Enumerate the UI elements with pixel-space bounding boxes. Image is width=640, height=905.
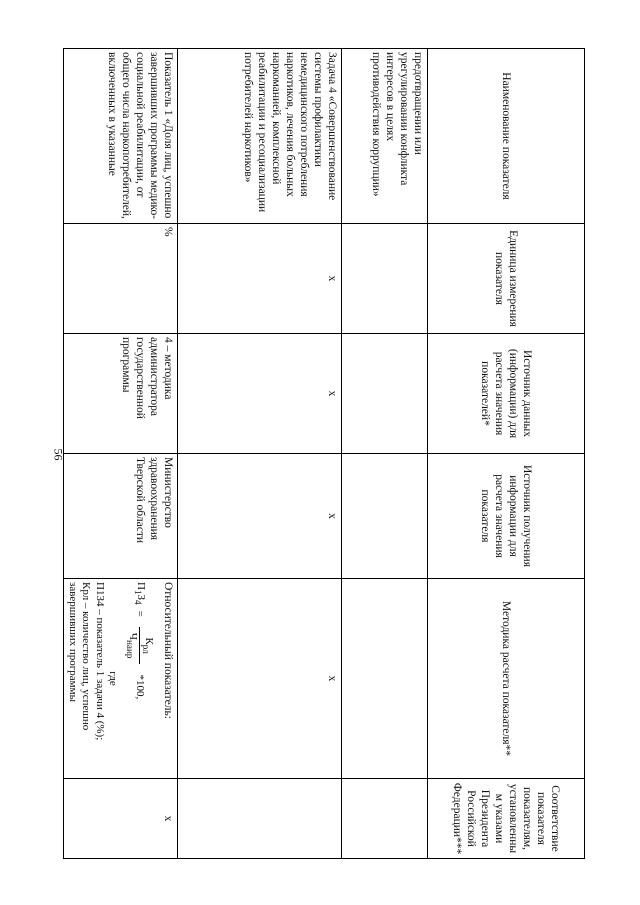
- document-sheet: [67, 48, 585, 858]
- formula-multiplier: *100,: [133, 674, 146, 700]
- header-method: Методика расчета показателя**: [428, 579, 585, 779]
- formula: [66, 582, 155, 775]
- table-row: [342, 49, 428, 859]
- method-label: Относительный показатель:: [162, 582, 174, 719]
- rotated-table-container: [67, 48, 585, 858]
- header-compliance: Соответствие показателя показателям, установленным указами Президента Российской Федерации***: [428, 779, 585, 859]
- cell-compliance: [342, 779, 428, 859]
- cell-unit: %: [63, 224, 177, 334]
- header-name: Наименование показателя: [428, 49, 585, 224]
- cell-compliance: х: [63, 779, 177, 859]
- cell-unit: [342, 224, 428, 334]
- formula-lhs: [131, 582, 146, 605]
- formula-denominator: [123, 623, 138, 669]
- cell-info-source: х: [178, 454, 342, 579]
- table-header-row: [428, 49, 585, 859]
- formula-lhs-symbol: П: [134, 582, 147, 590]
- cell-info-source: Министерство здравоохранения Тверской области: [63, 454, 177, 579]
- cell-data-source: [342, 334, 428, 454]
- formula-where: где: [107, 671, 120, 686]
- formula-lhs-mid: З: [134, 594, 147, 601]
- cell-method: [342, 579, 428, 779]
- formula-definition-1: П1З4 – показатель 1 задачи 4 (%);: [93, 582, 106, 741]
- formula-lhs-sub2: 4: [132, 600, 143, 605]
- cell-data-source: х: [178, 334, 342, 454]
- cell-info-source: [342, 454, 428, 579]
- formula-lhs-sub: 1: [132, 589, 143, 595]
- cell-name: Задача 4 «Совершенствование системы профилактики немедицинского потребления наркотиков, лечения больных наркоманией, комплексной реабилитации и ресоциализации потребителей наркотиков»: [178, 49, 342, 224]
- formula-numerator-sub: рл: [140, 644, 151, 654]
- formula-equation: [123, 582, 155, 775]
- cell-method: [63, 579, 177, 779]
- cell-method: х: [178, 579, 342, 779]
- formula-denominator-sub: наир: [124, 640, 135, 659]
- cell-name: Показатель 1 «Доля лиц, успешно завершивших программы медико-социальной реабилитации, от общего числа наркопотребителей, включенных в указанные: [63, 49, 177, 224]
- table-row: [63, 49, 177, 859]
- page-number: 56: [51, 448, 66, 461]
- cell-unit: х: [178, 224, 342, 334]
- cell-data-source: 4 – методика администратора государственной программы: [63, 334, 177, 454]
- formula-definition-2: Крл – количество лиц, успешно завершивших программы: [67, 582, 93, 731]
- table-row: [178, 49, 342, 859]
- formula-fraction: [123, 623, 155, 669]
- header-info-source: Источник получения информации для расчета значения показателя: [428, 454, 585, 579]
- formula-equals: =: [133, 610, 146, 617]
- header-data-source: Источник данных (информации) для расчета значения показателей*: [428, 334, 585, 454]
- formula-numerator-symbol: К: [142, 637, 155, 645]
- formula-numerator: [139, 627, 155, 663]
- header-unit: Единица измерения показателя: [428, 224, 585, 334]
- cell-compliance: [178, 779, 342, 859]
- formula-denominator-symbol: Ч: [126, 632, 139, 640]
- indicators-table: [63, 48, 585, 859]
- cell-name: предотвращении или урегулировании конфликта интересов в целях противодействия коррупции»: [342, 49, 428, 224]
